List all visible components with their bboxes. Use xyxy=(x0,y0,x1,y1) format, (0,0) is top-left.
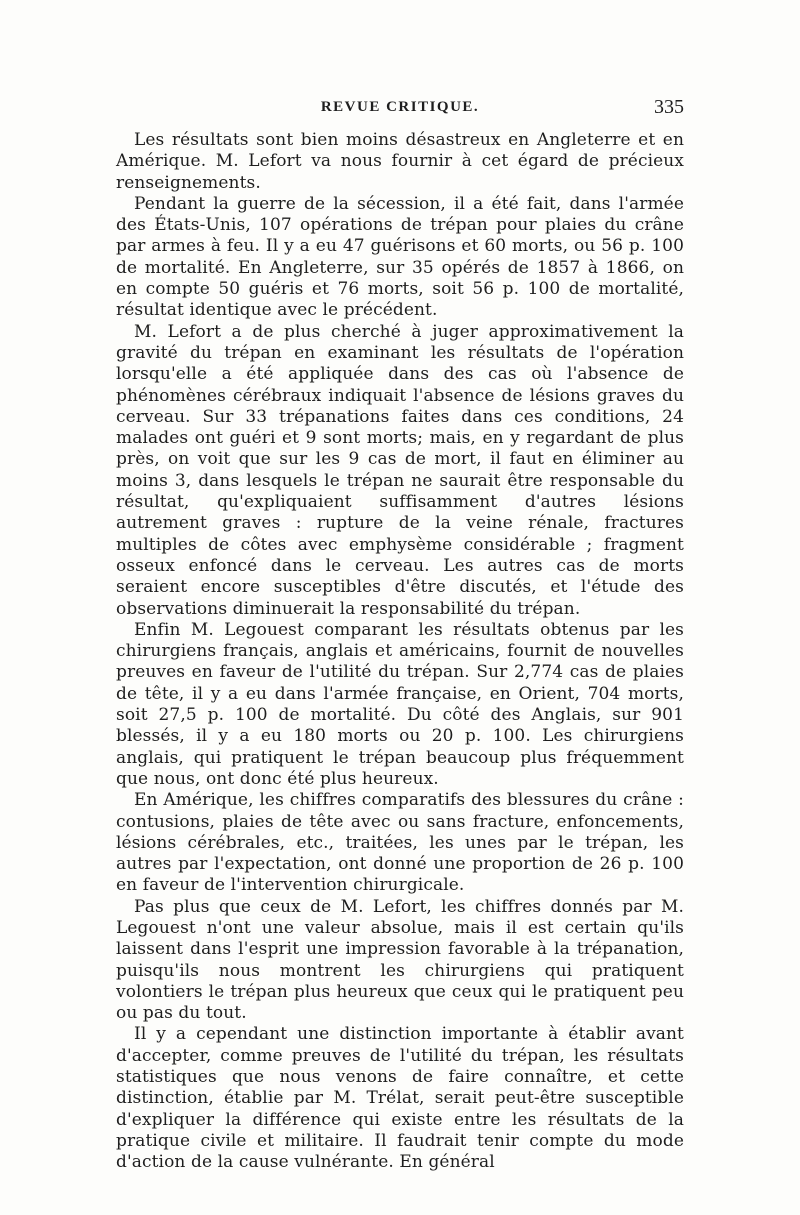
paragraph: Pas plus que ceux de M. Lefort, les chiffres donnés par M. Legouest n'ont une valeur absolue, mais il est certain qu'ils laissent dans l'esprit une impression favorable à la trépanation, puisqu'ils nous montrent les chirurgiens qui pratiquent volontiers le trépan plus heureux que ceux qui le pratiquent peu ou pas du tout. xyxy=(116,896,684,1024)
paragraph: M. Lefort a de plus cherché à juger approximativement la gravité du trépan en examinant les résultats de l'opération lorsqu'elle a été appliquée dans des cas où l'absence de phénomènes cérébraux indiquait l'absence de lésions graves du cerveau. Sur 33 trépanations faites dans ces conditions, 24 malades ont guéri et 9 sont morts; mais, en y regardant de plus près, on voit que sur les 9 cas de mort, il faut en éliminer au moins 3, dans lesquels le trépan ne saurait être responsable du résultat, qu'expliquaient suffisamment d'autres lésions autrement graves : rupture de la veine rénale, fractures multiples de côtes avec emphysème considérable ; fragment osseux enfoncé dans le cerveau. Les autres cas de morts seraient encore susceptibles d'être discutés, et l'étude des observations diminuerait la responsabilité du trépan. xyxy=(116,321,684,619)
paragraph: Pendant la guerre de la sécession, il a été fait, dans l'armée des États-Unis, 107 opérations de trépan pour plaies du crâne par armes à feu. Il y a eu 47 guérisons et 60 morts, ou 56 p. 100 de mortalité. En Angleterre, sur 35 opérés de 1857 à 1866, on en compte 50 guéris et 76 morts, soit 56 p. 100 de mortalité, résultat identique avec le précédent. xyxy=(116,193,684,321)
paragraph: Il y a cependant une distinction importante à établir avant d'accepter, comme preuves de l'utilité du trépan, les résultats statistiques que nous venons de faire connaître, et cette distinction, établie par M. Trélat, serait peut-être susceptible d'expliquer la différence qui existe entre les résultats de la pratique civile et militaire. Il faudrait tenir compte du mode d'action de la cause vulnérante. En général xyxy=(116,1024,684,1173)
running-head xyxy=(116,96,684,123)
running-title: REVUE CRITIQUE. xyxy=(320,99,480,115)
paragraph: Les résultats sont bien moins désastreux en Angleterre et en Amérique. M. Lefort va nous fournir à cet égard de précieux renseignements. xyxy=(116,130,684,193)
body-text xyxy=(116,130,684,1174)
paragraph: Enfin M. Legouest comparant les résultats obtenus par les chirurgiens français, anglais et américains, fournit de nouvelles preuves en faveur de l'utilité du trépan. Sur 2,774 cas de plaies de tête, il y a eu dans l'armée française, en Orient, 704 morts, soit 27,5 p. 100 de mortalité. Du côté des Anglais, sur 901 blessés, il y a eu 180 morts ou 20 p. 100. Les chirurgiens anglais, qui pratiquent le trépan beaucoup plus fréquemment que nous, ont donc été plus heureux. xyxy=(116,619,684,789)
page-number: 335 xyxy=(654,96,684,118)
paragraph: En Amérique, les chiffres comparatifs des blessures du crâne : contusions, plaies de tête avec ou sans fracture, enfoncements, lésions cérébrales, etc., traitées, les unes par le trépan, les autres par l'expectation, ont donné une proportion de 26 p. 100 en faveur de l'intervention chirurgicale. xyxy=(116,790,684,896)
